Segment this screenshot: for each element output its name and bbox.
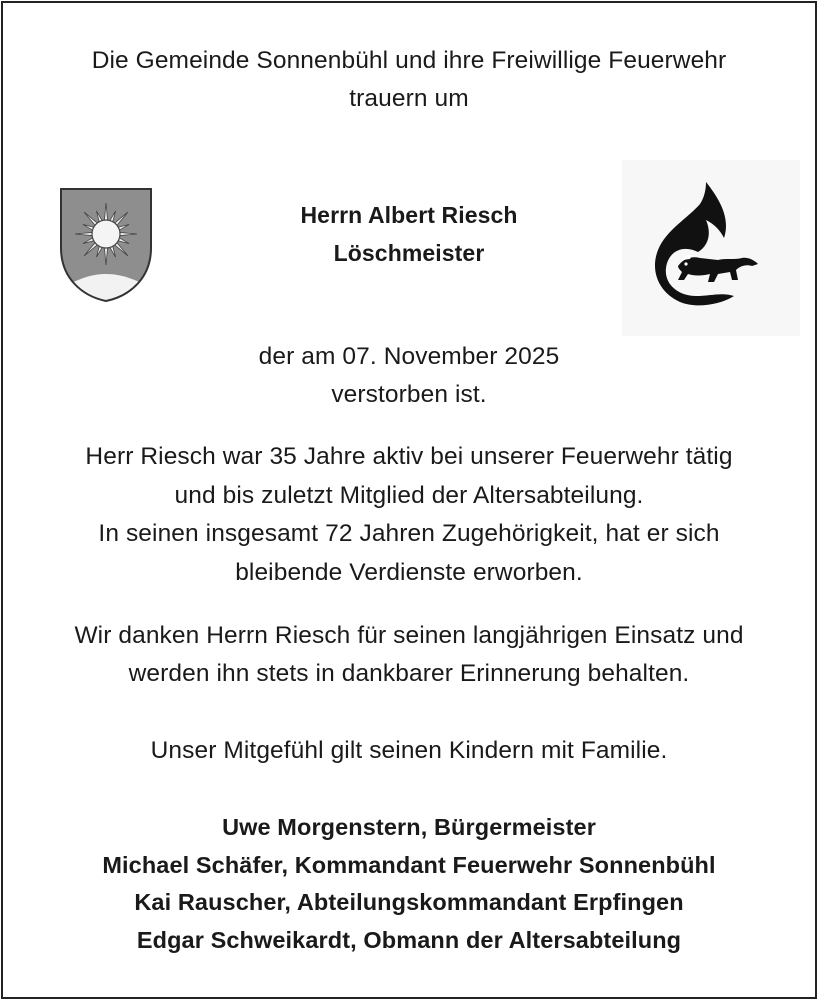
signatory-senior-department-chair: Edgar Schweikardt, Obmann der Altersabteilung [136, 927, 682, 953]
death-line-2: verstorben ist. [331, 381, 487, 408]
deceased-rank: Löschmeister [333, 240, 485, 266]
tribute-line-4: bleibende Verdienste erworben. [235, 559, 583, 586]
death-date-line: der am 07. November 2025 [258, 343, 560, 370]
tribute-line-2: und bis zuletzt Mitglied der Altersabteilung. [174, 482, 644, 509]
header-line-1: Die Gemeinde Sonnenbühl und ihre Freiwillige Feuerwehr [91, 47, 727, 74]
signatory-mayor: Uwe Morgenstern, Bürgermeister [222, 814, 596, 840]
header-line-2: trauern um [349, 85, 469, 112]
fire-brigade-flame-lion-icon [622, 160, 800, 336]
tribute-line-3: In seinen insgesamt 72 Jahren Zugehörigkeit, hat er sich [98, 520, 720, 547]
deceased-name: Herrn Albert Riesch [300, 202, 518, 228]
tribute-line-1: Herr Riesch war 35 Jahre aktiv bei unserer Feuerwehr tätig [85, 443, 733, 470]
signatory-commander: Michael Schäfer, Kommandant Feuerwehr Sonnenbühl [102, 852, 716, 878]
signatory-department-commander: Kai Rauscher, Abteilungskommandant Erpfingen [134, 889, 684, 915]
thanks-line-2: werden ihn stets in dankbarer Erinnerung behalten. [128, 660, 690, 687]
thanks-line-1: Wir danken Herrn Riesch für seinen langjährigen Einsatz und [74, 622, 744, 649]
condolence-line: Unser Mitgefühl gilt seinen Kindern mit Familie. [150, 737, 668, 764]
